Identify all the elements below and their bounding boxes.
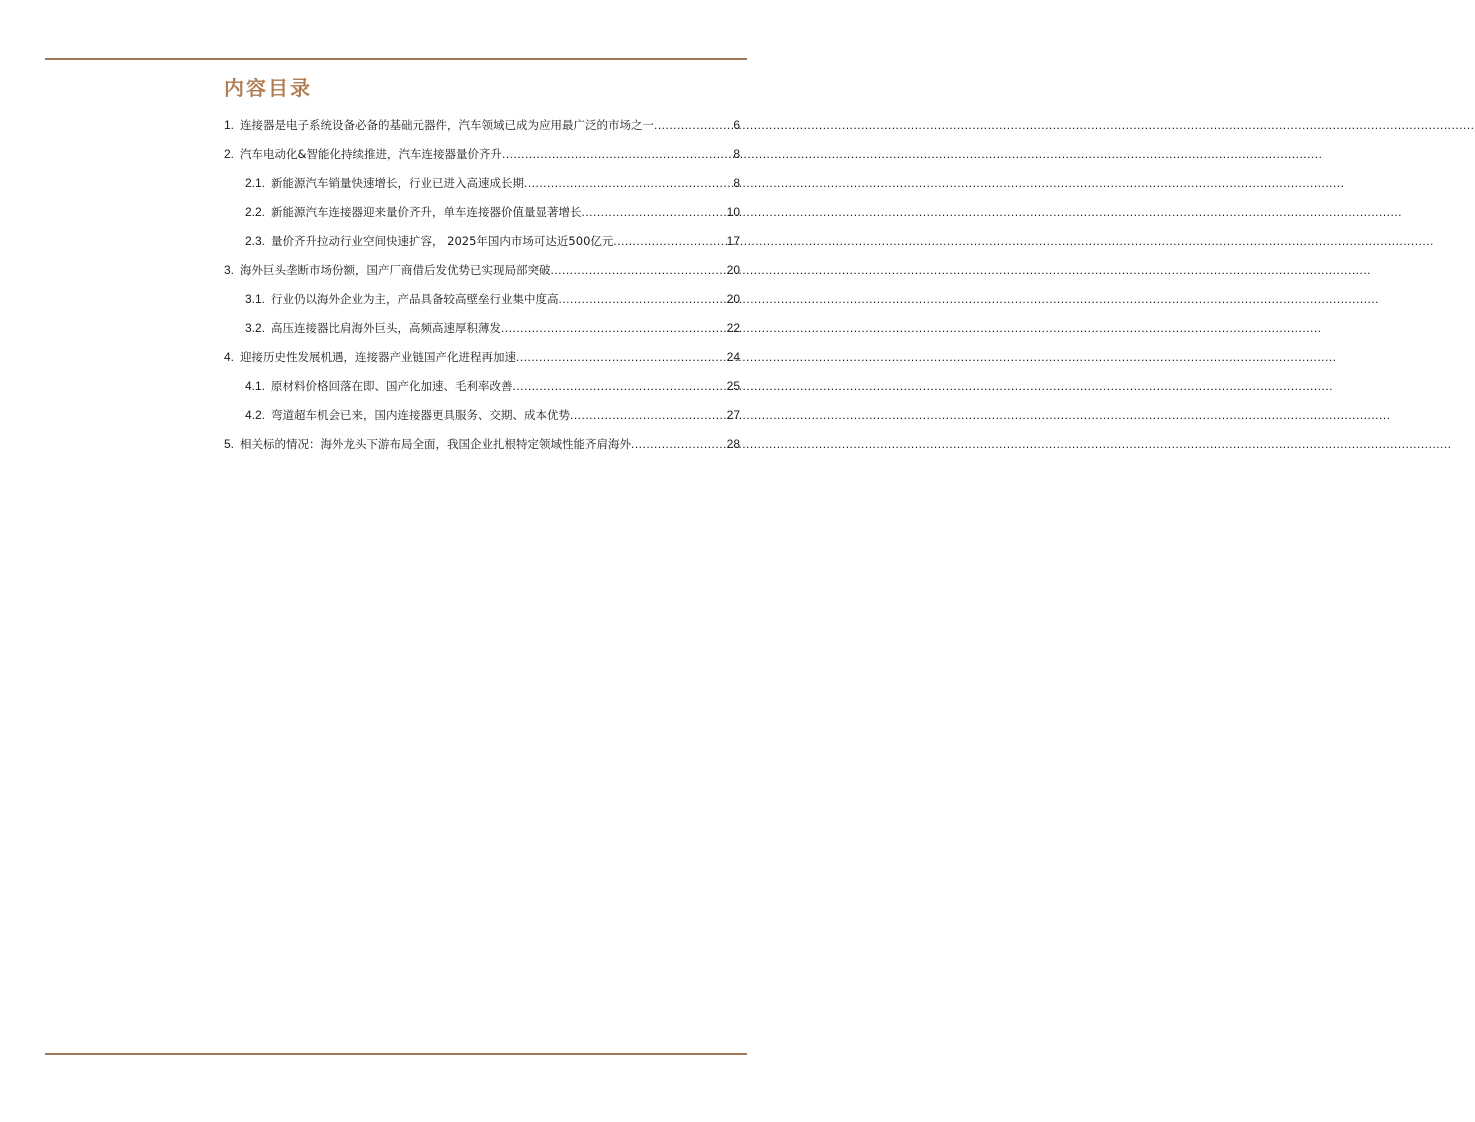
toc-entry-title: 弯道超车机会已来，国内连接器更具服务、交期、成本优势 [271, 408, 571, 422]
toc-entry-number: 2. [224, 147, 235, 161]
toc-entry-page: 20 [726, 292, 740, 306]
toc-entry-page: 8 [733, 147, 740, 161]
toc-entry-number: 5. [224, 437, 235, 451]
toc-entry-page: 25 [726, 379, 740, 393]
toc-entry[interactable] [224, 378, 740, 407]
footer-rule [45, 1053, 747, 1055]
toc-entry-number: 1. [224, 118, 235, 132]
toc-title: 内容目录 [224, 76, 312, 100]
toc-entry-number: 4.2. [245, 408, 266, 422]
toc-entry-number: 4.1. [245, 379, 266, 393]
toc-entry-number: 3.2. [245, 321, 266, 335]
toc-entry[interactable] [224, 320, 740, 349]
toc-dot-leader [570, 408, 727, 422]
toc-dot-leader [613, 234, 726, 248]
toc-entry-number: 2.3. [245, 234, 266, 248]
toc-entry[interactable] [224, 262, 740, 291]
toc-entry-page: 17 [726, 234, 740, 248]
toc-entry-page: 27 [726, 408, 740, 422]
toc-entry-page: 28 [726, 437, 740, 451]
toc-entry-title: 高压连接器比肩海外巨头，高频高速厚积薄发 [271, 321, 502, 335]
toc-dot-leader [524, 176, 733, 190]
toc-entry-page: 20 [726, 263, 740, 277]
toc-dot-leader [654, 118, 733, 132]
toc-entry-title: 连接器是电子系统设备必备的基础元器件，汽车领域已成为应用最广泛的市场之一 [240, 118, 655, 132]
toc-entry-page: 6 [733, 118, 740, 132]
toc-entry-title: 新能源汽车连接器迎来量价齐升，单车连接器价值量显著增长 [271, 205, 582, 219]
toc-dot-leader [559, 292, 727, 306]
toc-dot-leader [501, 321, 727, 335]
toc-entry[interactable] [224, 204, 740, 233]
toc-entry-title: 迎接历史性发展机遇，连接器产业链国产化进程再加速 [240, 350, 517, 364]
toc-entry[interactable] [224, 349, 740, 378]
toc-dot-leader [631, 437, 727, 451]
toc-entry-number: 2.2. [245, 205, 266, 219]
toc-entry[interactable] [224, 117, 740, 146]
toc-dot-leader [513, 379, 727, 393]
toc-dot-leader [582, 205, 727, 219]
toc-entry-number: 2.1. [245, 176, 266, 190]
toc-entry-title: 海外巨头垄断市场份额，国产厂商借后发优势已实现局部突破 [240, 263, 551, 277]
toc-entry-title: 原材料价格回落在即、国产化加速、毛利率改善 [271, 379, 513, 393]
toc-entry-title: 相关标的情况：海外龙头下游布局全面，我国企业扎根特定领域性能齐肩海外 [240, 437, 632, 451]
toc-entry[interactable] [224, 146, 740, 175]
toc-entry-number: 3.1. [245, 292, 266, 306]
toc-entry[interactable] [224, 407, 740, 436]
toc-entry-title: 行业仍以海外企业为主，产品具备较高壁垒行业集中度高 [271, 292, 559, 306]
toc-dot-leader [516, 350, 727, 364]
toc-entry-title: 量价齐升拉动行业空间快速扩容， 2025年国内市场可达近500亿元 [271, 234, 614, 248]
toc-entry[interactable] [224, 291, 740, 320]
toc-entry-title: 新能源汽车销量快速增长，行业已进入高速成长期 [271, 176, 525, 190]
toc-dot-leader [551, 263, 727, 277]
toc-entry-page: 22 [726, 321, 740, 335]
toc-entry-page: 10 [726, 205, 740, 219]
header-rule [45, 58, 747, 60]
toc-entry[interactable] [224, 175, 740, 204]
toc-list [224, 117, 740, 465]
toc-dot-leader [502, 147, 733, 161]
toc-entry-number: 3. [224, 263, 235, 277]
toc-entry-page: 8 [733, 176, 740, 190]
toc-entry[interactable] [224, 436, 740, 465]
toc-entry-title: 汽车电动化&智能化持续推进，汽车连接器量价齐升 [240, 147, 502, 161]
toc-entry-page: 24 [726, 350, 740, 364]
toc-entry-number: 4. [224, 350, 235, 364]
toc-entry[interactable] [224, 233, 740, 262]
